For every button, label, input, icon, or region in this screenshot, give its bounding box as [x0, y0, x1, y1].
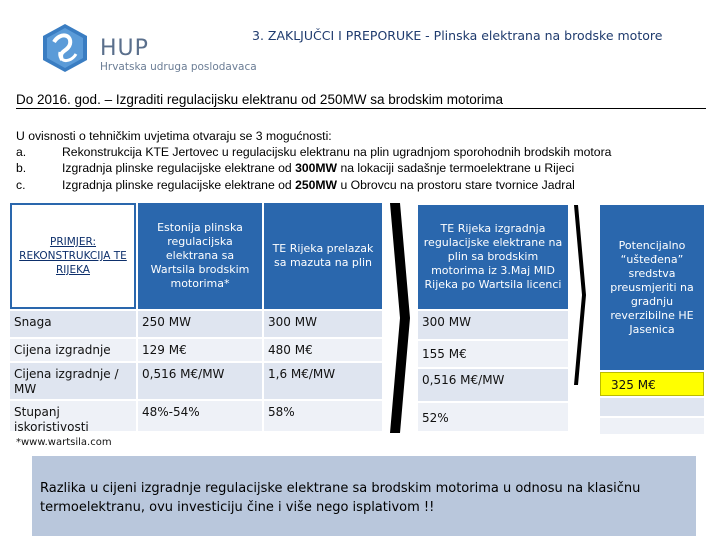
- example-header-label: PRIMJER: REKONSTRUKCIJA TE RIJEKA: [19, 236, 127, 276]
- col-header-te-rijeka-label: TE Rijeka prelazak sa mazuta na plin: [272, 242, 374, 269]
- arrow-chevron-icon: [386, 203, 412, 433]
- cell-te-rijeka: 480 M€: [264, 339, 382, 361]
- logo-subtitle: Hrvatska udruga poslodavaca: [100, 61, 257, 73]
- empty-cell: [600, 418, 704, 434]
- option-label: b.: [16, 161, 27, 176]
- col-header-estonija: [138, 203, 262, 309]
- cell-te-rijeka-new: 300 MW: [418, 311, 568, 339]
- col-header-te-rijeka: [264, 203, 382, 309]
- cell-te-rijeka-new: 155 M€: [418, 341, 568, 367]
- option-c: [16, 177, 611, 193]
- potential-savings-label: Potencijalno “ušteđena” sredstva preusmjeriti na gradnju reverzibilne HE Jasenica: [610, 238, 694, 336]
- cell-estonija: 129 M€: [138, 339, 262, 361]
- potential-savings-box: [600, 205, 704, 370]
- col-header-estonija-label: Estonija plinska regulacijska elektrana sa Wartsila brodskim motorima*: [150, 221, 250, 290]
- footnote: *www.wartsila.com: [16, 437, 112, 448]
- intro-text: [16, 128, 611, 193]
- option-text: Izgradnja plinske regulacijske elektrane od: [62, 177, 296, 192]
- cell-te-rijeka-new: 0,516 M€/MW: [418, 369, 568, 401]
- col-header-te-rijeka-new: [418, 205, 568, 309]
- row-label: Cijena izgradnje / MW: [10, 363, 136, 399]
- example-header: [10, 203, 136, 309]
- option-text-post: u Obrovcu na prostoru stare tvornice Jadral: [337, 177, 575, 192]
- option-text: Izgradnja plinske regulacijske elektrane od: [62, 161, 296, 176]
- option-a: [16, 144, 611, 160]
- option-text-post: na lokaciji sadašnje termoelektrane u Rijeci: [337, 161, 575, 176]
- conclusion-text: Razlika u cijeni izgradnje regulacijske elektrane sa brodskim motorima u odnosu na klasičnu termoelektranu, ovu investiciju čine i više nego isplativom !!: [40, 481, 641, 515]
- cell-estonija: 0,516 M€/MW: [138, 363, 262, 399]
- arrow-chevron-small-icon: [574, 205, 584, 385]
- option-label: a.: [16, 145, 27, 160]
- intro-lead: U ovisnosti o tehničkim uvjetima otvaraju se 3 mogućnosti:: [16, 129, 332, 143]
- empty-cell: [600, 398, 704, 416]
- row-label: Stupanj iskoristivosti: [10, 401, 136, 431]
- option-bold: 300MW: [295, 161, 338, 176]
- cell-te-rijeka: 300 MW: [264, 311, 382, 337]
- logo-text: HUP: [100, 36, 149, 61]
- hup-logo-icon: [40, 22, 90, 74]
- option-text: Rekonstrukcija KTE Jertovec u regulacijsku elektranu na plin ugradnjom sporohodnih brodskih motora: [62, 145, 612, 160]
- option-b: [16, 160, 611, 176]
- option-label: c.: [16, 177, 26, 192]
- row-label: Cijena izgradnje: [10, 339, 136, 361]
- slide-header: 3. ZAKLJUČCI I PREPORUKE - Plinska elektrana na brodske motore: [252, 28, 663, 43]
- slide-title: Do 2016. god. – Izgraditi regulacijsku elektranu od 250MW sa brodskim motorima: [16, 92, 706, 109]
- cell-estonija: 250 MW: [138, 311, 262, 337]
- option-bold: 250MW: [295, 177, 338, 192]
- cell-te-rijeka: 1,6 M€/MW: [264, 363, 382, 399]
- cell-te-rijeka-new: 52%: [418, 403, 568, 431]
- cell-te-rijeka: 58%: [264, 401, 382, 431]
- conclusion-box: [32, 456, 696, 536]
- row-label: Snaga: [10, 311, 136, 337]
- potential-value: 325 M€: [611, 378, 656, 392]
- potential-value-cell: [600, 372, 704, 396]
- col-header-te-rijeka-new-label: TE Rijeka izgradnja regulacijske elektrane na plin sa brodskim motorima iz 3.Maj MID Rijeka po Wartsila licenci: [423, 222, 563, 291]
- cell-estonija: 48%-54%: [138, 401, 262, 431]
